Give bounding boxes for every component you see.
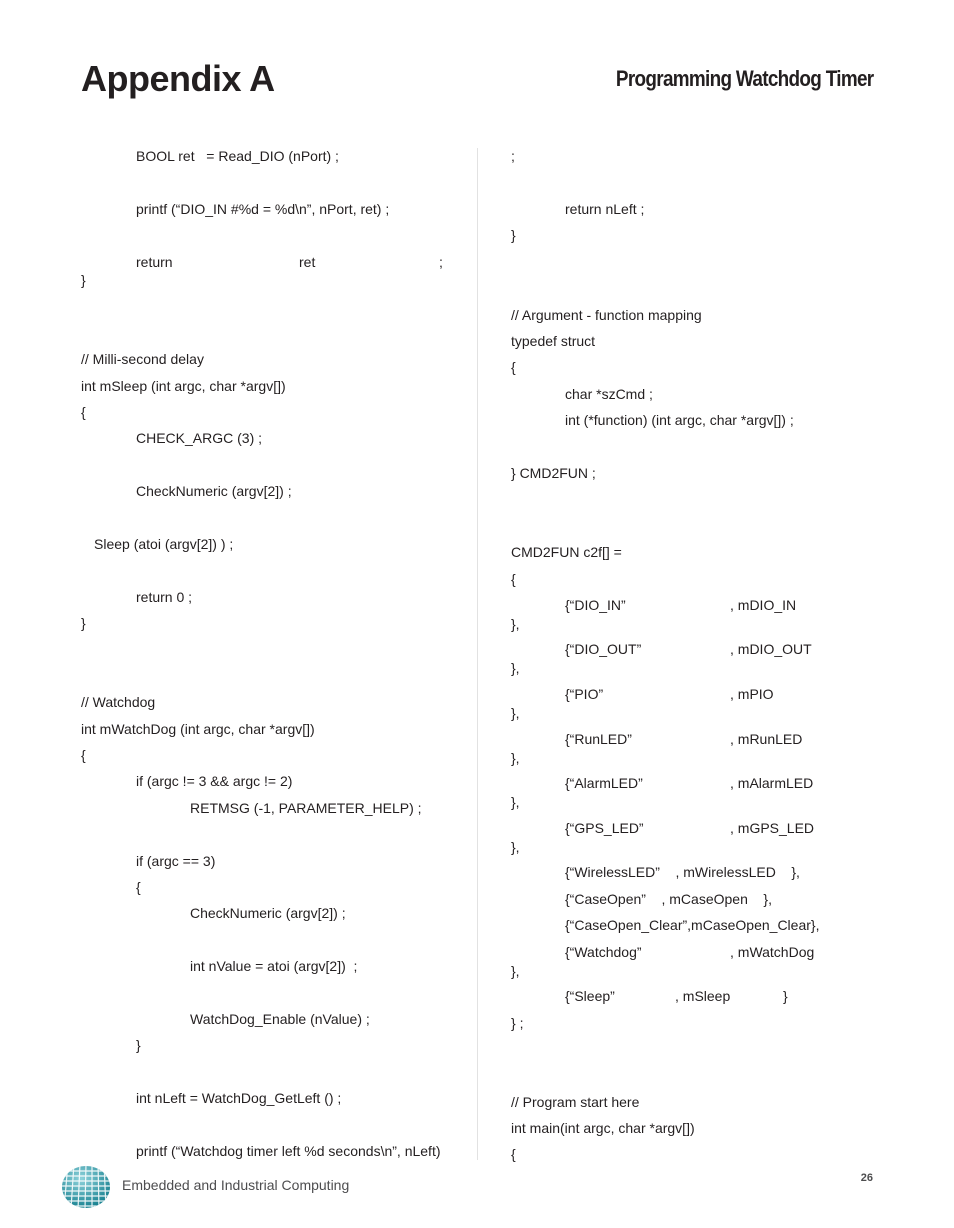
left-code-line: int nValue = atoi (argv[2]) ;: [190, 958, 358, 974]
left-code-line: {: [136, 879, 141, 895]
company-logo-icon: [60, 1163, 112, 1209]
right-code-line: },: [511, 963, 520, 979]
left-code-line: RETMSG (-1, PARAMETER_HELP) ;: [190, 800, 422, 816]
right-code-line: int (*function) (int argc, char *argv[]) ;: [565, 412, 794, 428]
left-code-line: int mSleep (int argc, char *argv[]): [81, 378, 286, 394]
right-code-line: {“Watchdog”: [565, 944, 642, 960]
right-code-line: char *szCmd ;: [565, 386, 653, 402]
right-code-line: },: [511, 660, 520, 676]
right-code-line: },: [511, 616, 520, 632]
right-code-line: }: [783, 988, 788, 1004]
right-code-line: {“PIO”: [565, 686, 604, 702]
right-code-line: CMD2FUN c2f[] =: [511, 544, 622, 560]
left-code-line: CheckNumeric (argv[2]) ;: [136, 483, 292, 499]
right-code-line: , mDIO_IN: [730, 597, 797, 613]
right-code-line: {“AlarmLED”: [565, 775, 643, 791]
right-code-line: {“CaseOpen” , mCaseOpen },: [565, 891, 772, 907]
right-code-line: {“WirelessLED” , mWirelessLED },: [565, 864, 800, 880]
right-code-line: ;: [511, 148, 515, 164]
right-code-line: {“GPS_LED”: [565, 820, 644, 836]
appendix-title: Appendix A: [81, 58, 275, 99]
right-code-line: {: [511, 571, 516, 587]
right-code-line: , mDIO_OUT: [730, 641, 812, 657]
left-code-line: CheckNumeric (argv[2]) ;: [190, 905, 346, 921]
right-code-line: {“DIO_OUT”: [565, 641, 642, 657]
left-code-line: int mWatchDog (int argc, char *argv[]): [81, 721, 315, 737]
right-code-line: // Argument - function mapping: [511, 307, 702, 323]
left-code-line: printf (“Watchdog timer left %d seconds\n”, nLeft): [136, 1143, 441, 1159]
left-code-line: int nLeft = WatchDog_GetLeft () ;: [136, 1090, 342, 1106]
right-code-line: int main(int argc, char *argv[]): [511, 1120, 695, 1136]
right-code-line: },: [511, 705, 520, 721]
right-code-line: // Program start here: [511, 1094, 640, 1110]
left-code-line: {: [81, 404, 86, 420]
left-code-line: {: [81, 747, 86, 763]
right-code-line: typedef struct: [511, 333, 596, 349]
right-code-line: },: [511, 839, 520, 855]
right-code-line: return nLeft ;: [565, 201, 645, 217]
right-code-line: , mRunLED: [730, 731, 803, 747]
left-code-line: ret: [299, 254, 316, 270]
right-code-line: , mGPS_LED: [730, 820, 815, 836]
page-number: 26: [860, 1172, 873, 1184]
left-code-line: BOOL ret = Read_DIO (nPort) ;: [136, 148, 339, 164]
right-code-line: , mPIO: [730, 686, 774, 702]
right-code-line: {“Sleep”: [565, 988, 615, 1004]
left-code-line: }: [136, 1037, 141, 1053]
right-code-line: } ;: [511, 1015, 524, 1031]
left-code-line: CHECK_ARGC (3) ;: [136, 430, 263, 446]
left-code-line: return: [136, 254, 173, 270]
right-code-line: {: [511, 359, 516, 375]
left-code-line: if (argc != 3 && argc != 2): [136, 773, 293, 789]
footer-company-name: Embedded and Industrial Computing: [122, 1177, 350, 1193]
column-divider: [477, 148, 478, 1160]
left-code-line: // Watchdog: [81, 694, 156, 710]
left-code-line: if (argc == 3): [136, 853, 216, 869]
left-code-line: Sleep (atoi (argv[2]) ) ;: [94, 536, 234, 552]
right-code-line: } CMD2FUN ;: [511, 465, 596, 481]
right-code-line: },: [511, 794, 520, 810]
left-code-line: }: [81, 272, 86, 288]
left-code-line: return 0 ;: [136, 589, 193, 605]
right-code-line: , mWatchDog: [730, 944, 815, 960]
left-code-line: // Milli-second delay: [81, 351, 204, 367]
right-code-line: {: [511, 1146, 516, 1162]
left-code-line: WatchDog_Enable (nValue) ;: [190, 1011, 370, 1027]
right-code-line: },: [511, 750, 520, 766]
left-code-line: ;: [439, 254, 443, 270]
right-code-line: , mAlarmLED: [730, 775, 814, 791]
left-code-line: printf (“DIO_IN #%d = %d\n”, nPort, ret) ;: [136, 201, 390, 217]
right-code-line: }: [511, 227, 516, 243]
right-code-line: , mSleep: [675, 988, 731, 1004]
left-code-line: }: [81, 615, 86, 631]
right-code-line: {“RunLED”: [565, 731, 632, 747]
right-code-line: {“CaseOpen_Clear”,mCaseOpen_Clear},: [565, 917, 820, 933]
section-title: Programming Watchdog Timer: [615, 66, 873, 91]
right-code-line: {“DIO_IN”: [565, 597, 626, 613]
